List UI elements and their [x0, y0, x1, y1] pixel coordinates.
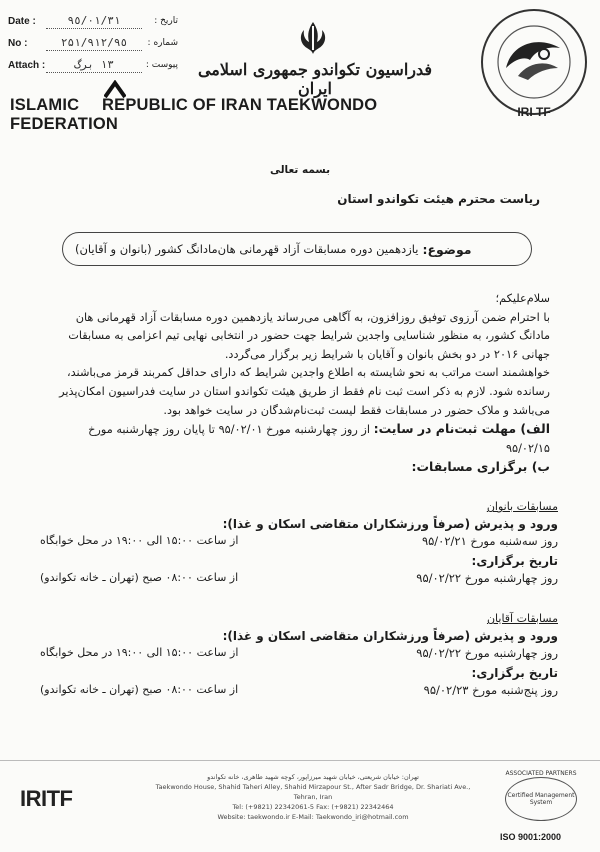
- number-row: [8, 32, 178, 54]
- cert-top-text: ASSOCIATED PARTNERS: [505, 770, 577, 777]
- certification-seal: [496, 770, 586, 821]
- basmala: بسمه تعالی: [269, 164, 331, 176]
- logo-text: IRI TF: [517, 105, 551, 119]
- women-held-row: [40, 571, 558, 585]
- women-entry-row: [40, 534, 558, 548]
- letter-meta: [8, 10, 178, 76]
- footer-web: Website: taekwondo.ir E-Mail: Taekwondo_iri@hotmail.com: [217, 813, 409, 821]
- federation-name-en-left: ISLAMIC: [10, 96, 80, 114]
- registration-text: از روز چهارشنبه مورخ ۹۵/۰۲/۰۱ تا پایان روز چهارشنبه مورخ ۹۵/۰۲/۱۵: [88, 423, 550, 455]
- date-label-fa: تاریخ :: [154, 16, 178, 26]
- attach-row: [8, 54, 178, 76]
- registration-line: [50, 420, 550, 458]
- men-entry-label: ورود و پذیرش (صرفاً ورزشکاران متقاضی اسکان و غذا):: [222, 629, 558, 643]
- women-section: [40, 500, 558, 585]
- paragraph-2: خواهشمند است مراتب به نحو شایسته به اطلاع واجدین شرایط که دارای حداقل کمربند قرمز می‌باشند، رسانده شود. لازم به ذکر است ثبت نام فقط از طریق هیئت تکواندو استان در سایت فدراسیون امکان‌پذیر می‌باشد و ملاک حضور در مسابقات فقط لیست ثبت‌نام‌شدگان در سایت خواهد بود.: [59, 366, 550, 417]
- cert-mid-text: Certified Management System: [507, 792, 575, 806]
- letter-body: [50, 290, 550, 477]
- attach-value: ١٣ برگ: [46, 58, 142, 73]
- men-held-row: [40, 683, 558, 697]
- iran-emblem-icon: [293, 18, 333, 58]
- footer-phone: Tel: (+9821) 22342061-5 Fax: (+9821) 22342464: [232, 803, 394, 811]
- federation-name-fa: فدراسیون تکواندو جمهوری اسلامی ایران: [197, 60, 433, 98]
- men-section: [40, 612, 558, 697]
- footer-divider: [0, 760, 600, 761]
- addressee: ریاست محترم هیئت تکواندو استان: [337, 192, 540, 206]
- number-label-fa: شماره :: [147, 38, 178, 48]
- women-entry-time: از ساعت ۱۵:۰۰ الی ۱۹:۰۰ در محل خوابگاه: [40, 534, 239, 547]
- registration-label: الف) مهلت ثبت‌نام در سایت:: [373, 421, 550, 437]
- attach-label-fa: پیوست :: [145, 60, 178, 70]
- footer-address-fa: تهران: خیابان شریعتی، خیابان شهید میرزاپور، کوچه شهید طاهری، خانه تکواندو: [207, 773, 419, 781]
- women-entry-day: روز سه‌شنبه مورخ ۹۵/۰۲/۲۱: [421, 534, 558, 548]
- iso-label: ISO 9001:2000: [500, 832, 562, 842]
- men-entry-day: روز چهارشنبه مورخ ۹۵/۰۲/۲۲: [416, 646, 558, 660]
- women-title: مسابقات بانوان: [486, 500, 558, 513]
- men-title: مسابقات آقایان: [486, 612, 558, 625]
- federation-name-en-right: REPUBLIC OF IRAN TAEKWONDO FEDERATION: [10, 96, 378, 133]
- date-label-en: Date :: [8, 15, 36, 27]
- men-entry-row: [40, 646, 558, 660]
- subject-box: [62, 232, 532, 266]
- women-held-time: از ساعت ۰۸:۰۰ صبح (تهران ـ خانه تکواندو): [40, 571, 239, 584]
- date-value: ٩٥/٠١/٣١: [46, 14, 142, 29]
- subject-label: موضوع:: [422, 241, 472, 257]
- subject-text: یازدهمین دوره مسابقات آزاد قهرمانی هان‌مادانگ کشور (بانوان و آقایان): [75, 242, 419, 256]
- number-label-en: No :: [8, 37, 28, 49]
- venue-label: ب) برگزاری مسابقات:: [411, 459, 550, 475]
- federation-logo-icon: [478, 6, 590, 128]
- date-row: [8, 10, 178, 32]
- footer-address-en: Taekwondo House, Shahid Taheri Alley, Shahid Mirzapour St., After Sadr Bridge, Dr. Shariati Ave., Tehran, Iran: [155, 783, 471, 801]
- cert-ring: [505, 777, 577, 821]
- number-value: ٢۵١/٩١٢/٩٥: [46, 36, 142, 51]
- paragraph-1: با احترام ضمن آرزوی توفیق روزافزون، به آگاهی می‌رساند یازدهمین دوره مسابقات آزاد قهرمانی هان مادانگ کشور، به منظور شناسایی واجدین شرایط جهت حضور در انتخابی نهایی تیم اعزامی به مسابقات جهانی ۲۰۱۶ در دو بخش بانوان و آقایان با شرایط زیر برگزار می‌گردد.: [68, 310, 550, 361]
- footer-address: [148, 772, 478, 822]
- footer-logo: IRITF: [20, 786, 73, 811]
- men-held-label: تاریخ برگزاری:: [471, 666, 558, 680]
- women-held-label: تاریخ برگزاری:: [471, 554, 558, 568]
- women-held-day: روز چهارشنبه مورخ ۹۵/۰۲/۲۲: [416, 571, 558, 585]
- federation-name-en: [10, 96, 480, 134]
- chevron-mark-icon: [104, 80, 126, 98]
- men-held-time: از ساعت ۰۸:۰۰ صبح (تهران ـ خانه تکواندو): [40, 683, 239, 696]
- greeting: سلام‌علیکم؛: [495, 292, 550, 305]
- men-entry-time: از ساعت ۱۵:۰۰ الی ۱۹:۰۰ در محل خوابگاه: [40, 646, 239, 659]
- men-held-day: روز پنج‌شنبه مورخ ۹۵/۰۲/۲۳: [423, 683, 558, 697]
- attach-label-en: Attach :: [8, 59, 46, 71]
- women-entry-label: ورود و پذیرش (صرفاً ورزشکاران متقاضی اسکان و غذا):: [222, 517, 558, 531]
